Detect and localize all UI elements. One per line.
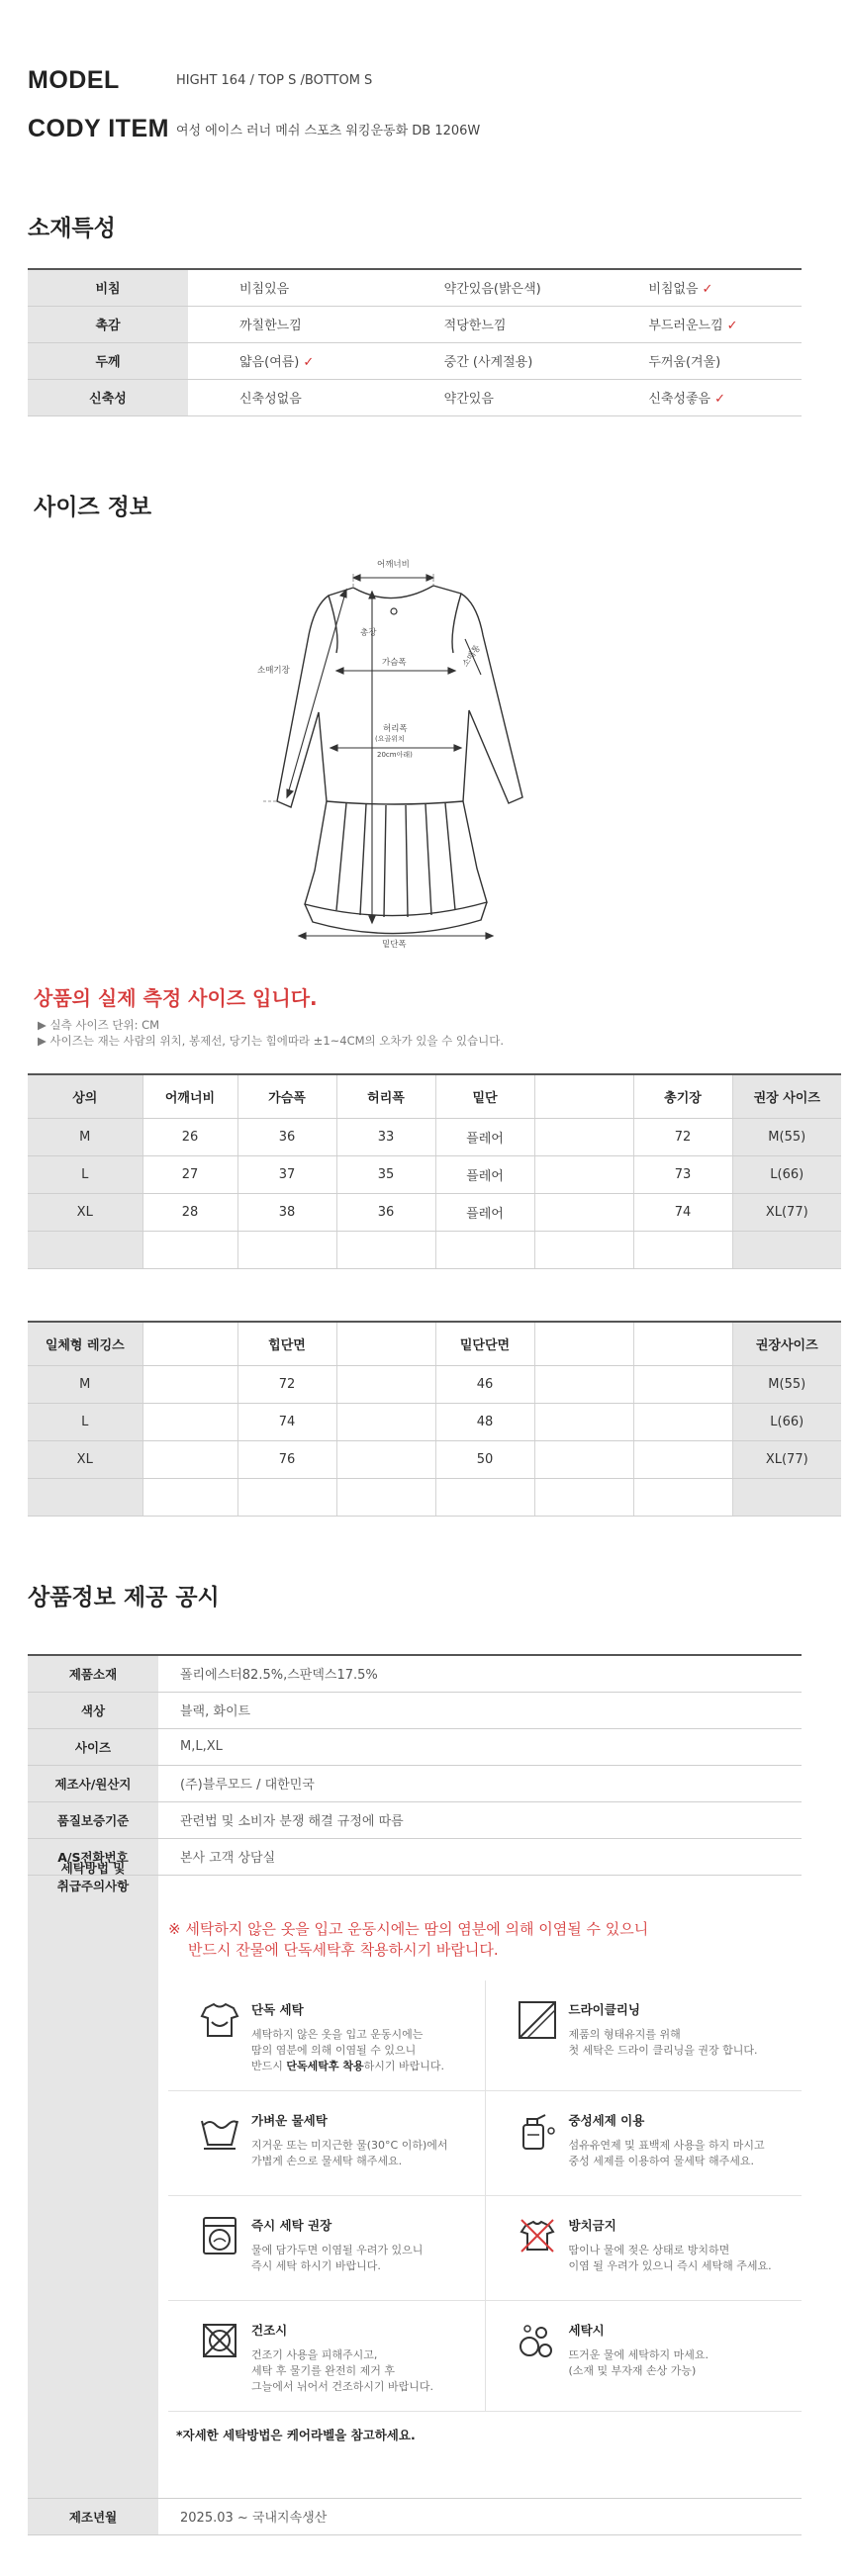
- product-info-row: [28, 1728, 802, 1765]
- product-info-row: [28, 1692, 802, 1728]
- material-option-text: 비침있음: [239, 282, 290, 298]
- size-cell: 플레어: [435, 1193, 534, 1231]
- care-desc-text: 반드시: [251, 2059, 287, 2072]
- care-item-title: 즉시 세탁 권장: [251, 2217, 332, 2233]
- material-option-text: 약간있음: [443, 392, 494, 407]
- material-option-text: 까칠한느낌: [239, 319, 302, 333]
- diagram-armhole-label: 소매통: [460, 643, 484, 670]
- diagram-waist-note2: 20cm아래): [377, 751, 413, 759]
- size-cell: 76: [237, 1440, 336, 1478]
- care-notice-line2: 반드시 잔물에 단독세탁후 착용하시기 바랍니다.: [188, 1940, 499, 1959]
- size-cell: [336, 1365, 435, 1403]
- material-option: [188, 269, 393, 306]
- size-cell: 26: [142, 1118, 237, 1155]
- care-label-line2: 취급주의사항: [56, 1879, 130, 1893]
- care-desc-line: [251, 2379, 433, 2395]
- size-header-cell: [336, 1322, 435, 1365]
- material-row-label: 촉감: [28, 306, 188, 342]
- size-cell: [633, 1440, 732, 1478]
- model-value: HIGHT 164 / TOP S /BOTTOM S: [176, 73, 373, 88]
- size-cell: 36: [336, 1193, 435, 1231]
- size-header-row: [28, 1074, 841, 1118]
- size-cell: [633, 1231, 732, 1268]
- care-desc-line: (소재 및 부자재 손상 가능): [568, 2363, 697, 2377]
- size-cell: [336, 1478, 435, 1516]
- product-info-table: [28, 1654, 802, 2535]
- hand-wash-shirt-icon: [198, 2000, 251, 2074]
- care-item-desc: [251, 2138, 448, 2169]
- size-cell: 48: [435, 1403, 534, 1440]
- material-row: [28, 306, 802, 342]
- size-sub-tolerance: ▶ 사이즈는 재는 사람의 위치, 봉제선, 당기는 힘에따라 ±1~4CM의 오차가 있을 수 있습니다.: [38, 1034, 505, 1048]
- top-size-table: [28, 1073, 841, 1269]
- size-cell: [633, 1478, 732, 1516]
- dry-clean-icon: [516, 2000, 569, 2059]
- date-label: 제조년월: [28, 2498, 158, 2534]
- size-row: [28, 1231, 841, 1268]
- care-item-title: 단독 세탁: [251, 2001, 304, 2017]
- size-cell: [142, 1403, 237, 1440]
- care-item-title: 드라이클리닝: [568, 2001, 640, 2017]
- care-content: [158, 1875, 802, 2498]
- diagram-waist-label: 허리폭: [383, 724, 408, 734]
- size-cell: 38: [237, 1193, 336, 1231]
- care-row: [168, 2300, 802, 2411]
- care-desc-line: 뜨거운 물에 세탁하지 마세요.: [568, 2347, 709, 2361]
- product-info-title: 상품정보 제공 공시: [28, 1585, 220, 1610]
- size-cell: M(55): [732, 1365, 841, 1403]
- material-title: 소재특성: [28, 216, 116, 241]
- size-cell: [142, 1478, 237, 1516]
- size-header-cell: 권장사이즈: [732, 1322, 841, 1365]
- size-header-cell: 밑단: [435, 1074, 534, 1118]
- neutral-detergent-icon: [516, 2111, 569, 2169]
- size-header-cell: [534, 1074, 633, 1118]
- size-header-cell: 가슴폭: [237, 1074, 336, 1118]
- care-item-desc: [569, 2243, 772, 2274]
- size-cell: 73: [633, 1155, 732, 1193]
- material-option: [393, 306, 598, 342]
- size-row: [28, 1193, 841, 1231]
- material-row: [28, 342, 802, 379]
- material-option: [393, 269, 598, 306]
- material-row-label: 신축성: [28, 379, 188, 415]
- size-cell: 72: [237, 1365, 336, 1403]
- size-header-row: [28, 1322, 841, 1365]
- size-cell: M: [28, 1365, 142, 1403]
- model-label: MODEL: [28, 66, 120, 94]
- checkmark-icon: ✓: [714, 392, 726, 407]
- product-info-value: M,L,XL: [158, 1728, 802, 1765]
- size-cell: 46: [435, 1365, 534, 1403]
- size-row: [28, 1155, 841, 1193]
- material-option: [597, 379, 802, 415]
- care-row: [168, 2090, 802, 2195]
- bottom-size-table: [28, 1321, 841, 1517]
- material-row-label: 두께: [28, 342, 188, 379]
- size-header-cell: 일체형 레깅스: [28, 1322, 142, 1365]
- size-cell: [732, 1231, 841, 1268]
- care-row: [168, 1980, 802, 2091]
- product-info-value: 관련법 및 소비자 분쟁 해결 규정에 따름: [158, 1801, 802, 1838]
- product-info-row: [28, 1801, 802, 1838]
- size-cell: M: [28, 1118, 142, 1155]
- care-item: [485, 2195, 802, 2300]
- size-cell: 50: [435, 1440, 534, 1478]
- care-item: [485, 2300, 802, 2411]
- care-item: [168, 2195, 485, 2300]
- care-desc-line: 땀이나 물에 젖은 상태로 방치하면: [568, 2243, 730, 2256]
- size-row: [28, 1118, 841, 1155]
- material-table: [28, 268, 802, 416]
- product-info-label: A/S전화번호: [28, 1838, 158, 1875]
- size-header-cell: 허리폭: [336, 1074, 435, 1118]
- size-cell: XL: [28, 1440, 142, 1478]
- size-cell: [336, 1231, 435, 1268]
- care-desc-line: 물에 담가두면 이염될 우려가 있으니: [251, 2243, 424, 2256]
- size-header-cell: 밑단단면: [435, 1322, 534, 1365]
- size-sub-unit: ▶ 실측 사이즈 단위: CM: [38, 1018, 160, 1032]
- size-cell: L(66): [732, 1155, 841, 1193]
- material-row: [28, 379, 802, 415]
- product-info-label: 품질보증기준: [28, 1801, 158, 1838]
- care-item-desc: [251, 2027, 444, 2074]
- size-header-cell: [633, 1322, 732, 1365]
- care-desc-line: 세탁 후 물기를 완전히 제거 후: [251, 2363, 395, 2377]
- size-row: [28, 1365, 841, 1403]
- size-cell: [633, 1365, 732, 1403]
- care-label-line1: 세탁방법 및: [60, 1861, 126, 1876]
- material-option-text: 두꺼움(겨울): [648, 355, 721, 370]
- dryer-prohibited-icon: [198, 2321, 251, 2395]
- size-cell: 28: [142, 1193, 237, 1231]
- care-desc-line: 세탁하지 않은 옷을 입고 운동시에는: [251, 2027, 424, 2041]
- cody-item-label: CODY ITEM: [28, 115, 169, 142]
- size-cell: 74: [237, 1403, 336, 1440]
- checkmark-icon: ✓: [726, 319, 738, 333]
- size-cell: [237, 1478, 336, 1516]
- care-item-title: 건조시: [251, 2322, 288, 2338]
- checkmark-icon: ✓: [702, 282, 713, 298]
- care-desc-line: [251, 2059, 444, 2074]
- size-cell: [534, 1478, 633, 1516]
- material-option: [597, 342, 802, 379]
- care-item-title: 세탁시: [568, 2322, 605, 2338]
- size-cell: [28, 1231, 142, 1268]
- model-row: [28, 66, 372, 95]
- care-notice-line1: ※ 세탁하지 않은 옷을 입고 운동시에는 땀의 염분에 의해 이염될 수 있으니: [168, 1919, 649, 1938]
- size-cell: [142, 1231, 237, 1268]
- product-info-label: 제조사/원산지: [28, 1765, 158, 1801]
- size-cell: [534, 1403, 633, 1440]
- size-cell: [435, 1231, 534, 1268]
- care-item: [485, 1980, 802, 2091]
- washing-machine-icon: [198, 2216, 251, 2274]
- care-footer: *자세한 세탁방법은 케어라벨을 참고하세요.: [176, 2427, 416, 2442]
- care-item: [168, 2300, 485, 2411]
- product-info-value: 블랙, 화이트: [158, 1692, 802, 1728]
- material-option: [393, 342, 598, 379]
- size-header-cell: 권장 사이즈: [732, 1074, 841, 1118]
- no-leave-icon: [516, 2216, 569, 2274]
- material-row-label: 비침: [28, 269, 188, 306]
- size-header-cell: [534, 1322, 633, 1365]
- care-item: [168, 2090, 485, 2195]
- care-label: [28, 1861, 158, 2498]
- size-cell: L(66): [732, 1403, 841, 1440]
- size-header-cell: 총기장: [633, 1074, 732, 1118]
- size-cell: 27: [142, 1155, 237, 1193]
- care-item: [485, 2090, 802, 2195]
- size-cell: [534, 1231, 633, 1268]
- cody-item-row: [28, 115, 480, 143]
- size-cell: 플레어: [435, 1155, 534, 1193]
- care-desc-line: 중성 세제를 이용하여 물세탁 해주세요.: [568, 2154, 754, 2167]
- size-cell: [534, 1193, 633, 1231]
- bubbles-icon: [516, 2321, 569, 2379]
- care-desc-line: 섬유유연제 및 표백제 사용을 하지 마시고: [568, 2138, 765, 2152]
- material-option-text: 부드러운느낌: [648, 319, 723, 333]
- diagram-hem-label: 밑단폭: [382, 940, 407, 950]
- care-item-title: 가벼운 물세탁: [251, 2112, 328, 2128]
- size-cell: XL(77): [732, 1193, 841, 1231]
- material-option-text: 비침없음: [648, 282, 699, 298]
- product-info-label: 사이즈: [28, 1728, 158, 1765]
- size-cell: [534, 1118, 633, 1155]
- material-option: [188, 306, 393, 342]
- gentle-wash-icon: [198, 2111, 251, 2169]
- care-row: [168, 2195, 802, 2300]
- product-info-value: (주)블루모드 / 대한민국: [158, 1765, 802, 1801]
- size-cell: [142, 1440, 237, 1478]
- care-desc-text: 하시기 바랍니다.: [363, 2059, 444, 2072]
- care-desc-line: 첫 세탁은 드라이 클리닝을 권장 합니다.: [568, 2043, 758, 2057]
- care-desc-line: 땀의 염분에 의해 이염될 수 있으니: [251, 2043, 417, 2057]
- diagram-chest-label: 가슴폭: [382, 658, 407, 668]
- product-info-label: 제품소재: [28, 1655, 158, 1692]
- size-notice: 상품의 실제 측정 사이즈 입니다.: [34, 986, 318, 1010]
- care-item-desc: [569, 2027, 758, 2059]
- material-option: [393, 379, 598, 415]
- material-option: [597, 269, 802, 306]
- size-cell: [534, 1365, 633, 1403]
- product-info-value: 폴리에스터82.5%,스판덱스17.5%: [158, 1655, 802, 1692]
- size-cell: [336, 1440, 435, 1478]
- size-cell: [435, 1478, 534, 1516]
- care-item-desc: [569, 2347, 709, 2379]
- care-desc-line: 건조기 사용을 피해주시고,: [251, 2347, 378, 2361]
- care-desc-bold: 단독세탁후 착용: [286, 2059, 364, 2072]
- size-cell: [336, 1403, 435, 1440]
- material-option: [188, 342, 393, 379]
- size-cell: L: [28, 1155, 142, 1193]
- care-desc-line: 즉시 세탁 하시기 바랍니다.: [251, 2258, 381, 2272]
- material-option-text: 약간있음(밝은색): [443, 282, 541, 298]
- care-item-desc: [251, 2347, 433, 2395]
- material-option-text: 신축성없음: [239, 392, 302, 407]
- care-item-title: 중성세제 이용: [568, 2112, 645, 2128]
- size-header-cell: [142, 1322, 237, 1365]
- care-item-title: 방치금지: [568, 2217, 616, 2233]
- size-cell: 72: [633, 1118, 732, 1155]
- size-cell: 74: [633, 1193, 732, 1231]
- size-header-cell: 힙단면: [237, 1322, 336, 1365]
- cody-item-value: 여성 에이스 러너 메쉬 스포츠 워킹운동화 DB 1206W: [176, 124, 481, 138]
- material-option-text: 신축성좋음: [648, 392, 711, 407]
- care-desc-line: 이염 될 우려가 있으니 즉시 세탁해 주세요.: [568, 2258, 772, 2272]
- size-cell: M(55): [732, 1118, 841, 1155]
- size-cell: 플레어: [435, 1118, 534, 1155]
- size-cell: [534, 1440, 633, 1478]
- size-cell: XL(77): [732, 1440, 841, 1478]
- material-option: [597, 306, 802, 342]
- size-header-cell: 상의: [28, 1074, 142, 1118]
- diagram-sleeve-label: 소매기장: [257, 666, 290, 676]
- product-info-row: [28, 1765, 802, 1801]
- product-info-value: 본사 고객 상담실: [158, 1838, 802, 1875]
- care-notice: [158, 1919, 802, 1961]
- care-grid: [168, 1980, 802, 2412]
- size-cell: L: [28, 1403, 142, 1440]
- size-cell: [142, 1365, 237, 1403]
- size-row: [28, 1478, 841, 1516]
- size-info-title: 사이즈 정보: [34, 495, 152, 520]
- checkmark-icon: ✓: [303, 355, 315, 370]
- size-header-cell: 어깨너비: [142, 1074, 237, 1118]
- care-desc-line: 제품의 형태유지를 위해: [568, 2027, 681, 2041]
- size-cell: [732, 1478, 841, 1516]
- size-cell: [534, 1155, 633, 1193]
- size-cell: XL: [28, 1193, 142, 1231]
- material-option: [188, 379, 393, 415]
- size-cell: 33: [336, 1118, 435, 1155]
- care-desc-text: 그늘에서 뉘어서 건조하시기 바랍니다.: [251, 2379, 434, 2393]
- size-cell: [633, 1403, 732, 1440]
- size-cell: 35: [336, 1155, 435, 1193]
- size-cell: [237, 1231, 336, 1268]
- diagram-length-label: 총장: [360, 628, 377, 638]
- material-option-text: 얇음(여름): [239, 355, 300, 370]
- care-desc-line: 지거운 또는 미지근한 물(30°C 이하)에서: [251, 2138, 448, 2152]
- size-row: [28, 1440, 841, 1478]
- size-cell: 37: [237, 1155, 336, 1193]
- size-row: [28, 1403, 841, 1440]
- date-value: 2025.03 ~ 국내지속생산: [158, 2498, 802, 2534]
- diagram-shoulder-label: 어깨너비: [377, 560, 410, 570]
- material-option-text: 중간 (사계절용): [443, 355, 533, 370]
- care-item-desc: [251, 2243, 423, 2274]
- product-info-label: 색상: [28, 1692, 158, 1728]
- material-row: [28, 269, 802, 306]
- care-item-desc: [569, 2138, 765, 2169]
- care-desc-line: 가볍게 손으로 물세탁 해주세요.: [251, 2154, 403, 2167]
- product-info-row: [28, 1655, 802, 1692]
- dress-size-diagram: [257, 554, 554, 950]
- material-option-text: 적당한느낌: [443, 319, 507, 333]
- size-cell: [28, 1478, 142, 1516]
- care-item: [168, 1980, 485, 2091]
- diagram-waist-note1: (요골위치: [375, 735, 405, 743]
- size-cell: 36: [237, 1118, 336, 1155]
